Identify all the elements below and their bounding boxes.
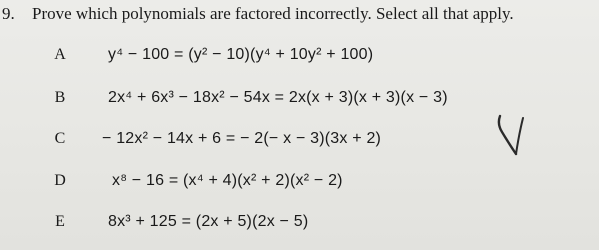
choice-expression: y⁴ − 100 = (y² − 10)(y⁴ + 10y² + 100) (108, 46, 374, 63)
choice-e[interactable] (0, 209, 599, 239)
question-header (2, 4, 514, 24)
choice-expression: x⁸ − 16 = (x⁴ + 4)(x² + 2)(x² − 2) (112, 172, 343, 189)
question-prompt: Prove which polynomials are factored incorrectly. Select all that apply. (32, 4, 514, 23)
choice-expression: 2x⁴ + 6x³ − 18x² − 54x = 2x(x + 3)(x + 3)(x − 3) (108, 89, 448, 106)
choice-d[interactable] (0, 168, 599, 198)
choice-letter: C (54, 130, 66, 147)
choice-letter: E (55, 213, 65, 230)
choice-letter: D (54, 172, 66, 189)
choice-letter: A (54, 46, 66, 63)
choice-a[interactable] (0, 42, 599, 72)
choice-expression: 8x³ + 125 = (2x + 5)(2x − 5) (108, 213, 309, 230)
question-number: 9. (2, 4, 15, 23)
handwritten-check-mark (494, 110, 526, 162)
choice-expression: − 12x² − 14x + 6 = − 2(− x − 3)(3x + 2) (102, 130, 382, 147)
choice-letter: B (54, 89, 66, 106)
